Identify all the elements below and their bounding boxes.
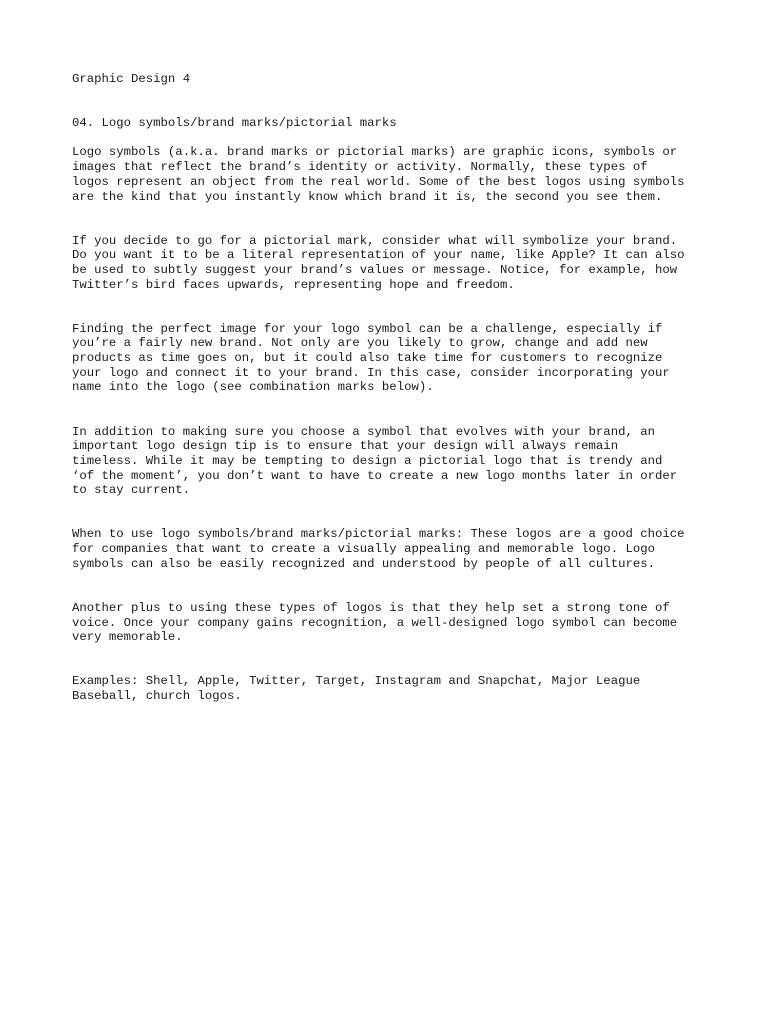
paragraph-line: Logo symbols (a.k.a. brand marks or pictorial marks) are graphic icons, symbols or [72, 145, 678, 160]
paragraph-line: symbols can also be easily recognized and understood by people of all cultures. [72, 556, 655, 571]
paragraph-line: voice. Once your company gains recognition, a well-designed logo symbol can become [72, 615, 678, 630]
paragraph-line: products as time goes on, but it could also take time for customers to recognize [72, 351, 663, 366]
paragraph-line: name into the logo (see combination marks below). [72, 380, 434, 395]
paragraph-line: images that reflect the brand’s identity or activity. Normally, these types of [72, 160, 648, 175]
paragraph-spacer [72, 498, 712, 527]
paragraph-perfect-image [72, 322, 712, 395]
paragraph-line: very memorable. [72, 630, 183, 645]
paragraph-spacer [72, 292, 712, 321]
paragraph-spacer [72, 645, 712, 674]
paragraph-line: for companies that want to create a visually appealing and memorable logo. Logo [72, 542, 655, 557]
paragraph-line: important logo design tip is to ensure that your design will always remain [72, 439, 619, 454]
paragraph-line: Twitter’s bird faces upwards, representing hope and freedom. [72, 277, 515, 292]
paragraph-line: Do you want it to be a literal representation of your name, like Apple? It can also [72, 248, 685, 263]
paragraph-when-to-use [72, 527, 712, 571]
paragraph-timeless [72, 425, 712, 498]
paragraph-line: to stay current. [72, 483, 191, 498]
paragraph-line: are the kind that you instantly know which brand it is, the second you see them. [72, 189, 663, 204]
paragraph-line: Examples: Shell, Apple, Twitter, Target, Instagram and Snapchat, Major League [72, 674, 641, 689]
document-body [72, 72, 712, 704]
paragraph-line: Finding the perfect image for your logo symbol can be a challenge, especially if [72, 321, 663, 336]
paragraph-examples [72, 674, 712, 703]
paragraph-line: logos represent an object from the real world. Some of the best logos using symbols [72, 174, 685, 189]
paragraph-line: timeless. While it may be tempting to design a pictorial logo that is trendy and [72, 453, 663, 468]
paragraph-line: Another plus to using these types of logos is that they help set a strong tone of [72, 600, 670, 615]
paragraph-line: In addition to making sure you choose a symbol that evolves with your brand, an [72, 424, 655, 439]
section-heading: 04. Logo symbols/brand marks/pictorial marks [72, 116, 397, 131]
paragraph-pictorial-mark [72, 234, 712, 293]
paragraph-line: ‘of the moment’, you don’t want to have to create a new logo months later in order [72, 468, 678, 483]
paragraph-spacer [72, 395, 712, 424]
paragraph-line: you’re a fairly new brand. Not only are you likely to grow, change and add new [72, 336, 648, 351]
paragraph-line: Baseball, church logos. [72, 688, 242, 703]
paragraph-line: be used to subtly suggest your brand’s values or message. Notice, for example, how [72, 262, 678, 277]
paragraph-spacer [72, 571, 712, 600]
paragraph-line: your logo and connect it to your brand. In this case, consider incorporating your [72, 365, 670, 380]
course-title: Graphic Design 4 [72, 72, 191, 86]
paragraph-another-plus [72, 601, 712, 645]
paragraph-intro [72, 145, 712, 204]
paragraph-line: When to use logo symbols/brand marks/pictorial marks: These logos are a good choice [72, 527, 685, 542]
paragraph-line: If you decide to go for a pictorial mark, consider what will symbolize your brand. [72, 233, 678, 248]
paragraph-spacer [72, 204, 712, 233]
